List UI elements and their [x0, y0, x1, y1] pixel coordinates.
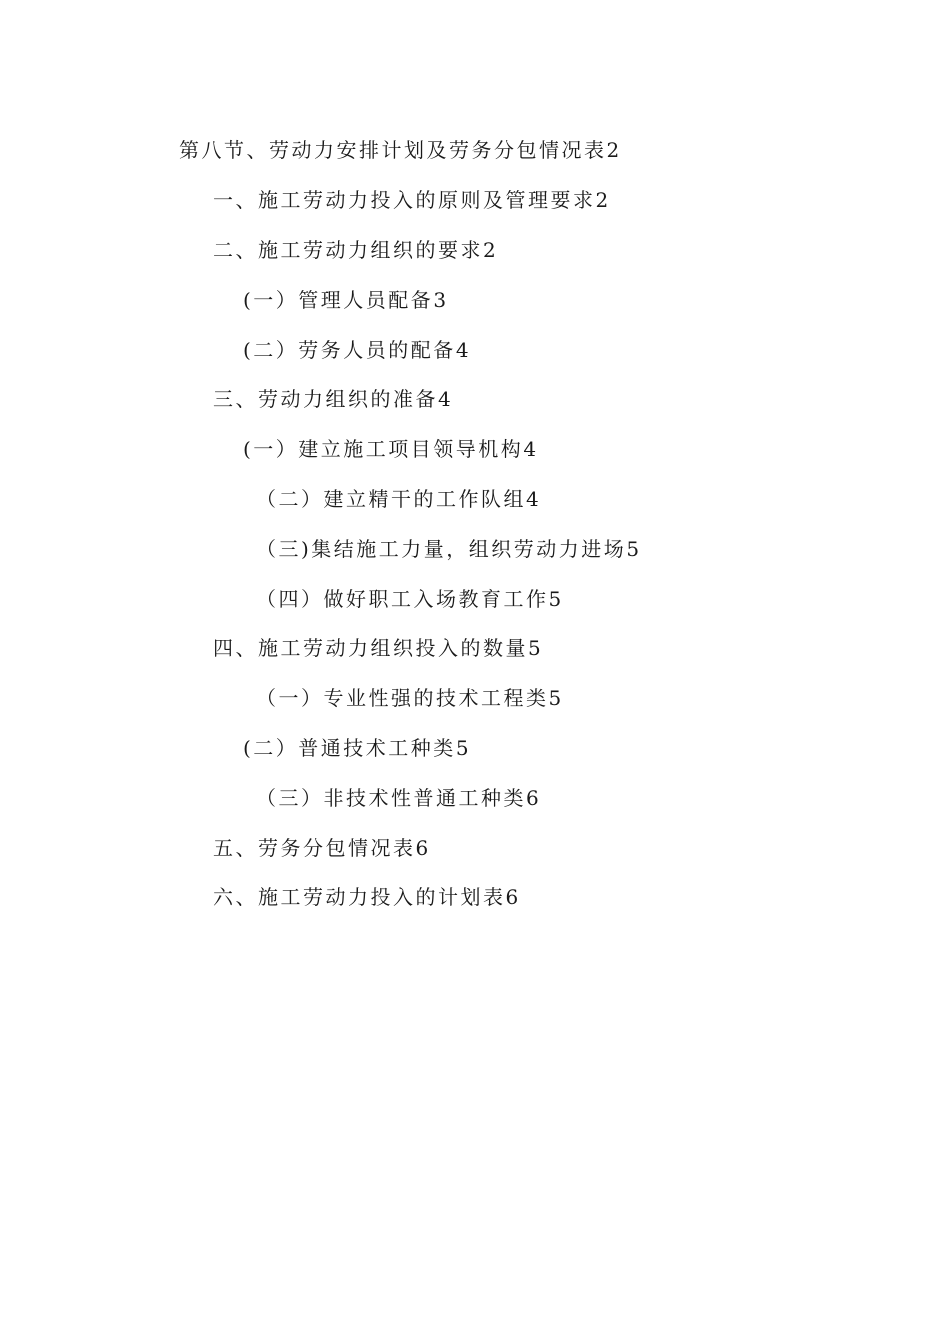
- toc-entry-title: 五、劳务分包情况表: [213, 836, 416, 860]
- toc-entry-2[interactable]: [213, 237, 496, 263]
- toc-entry-title: （三)集结施工力量，组织劳动力进场: [256, 537, 627, 561]
- toc-entry-page-number: 4: [526, 487, 539, 511]
- toc-entry-title: 二、施工劳动力组织的要求: [213, 238, 483, 262]
- toc-entry-3-4[interactable]: [256, 586, 561, 612]
- toc-entry-1[interactable]: [213, 187, 608, 213]
- toc-entry-4-2[interactable]: [243, 735, 469, 761]
- toc-entry-page-number: 5: [626, 537, 640, 561]
- toc-entry-6[interactable]: [213, 884, 518, 910]
- toc-entry-3-3[interactable]: [256, 536, 639, 562]
- toc-entry-page-number: 6: [505, 885, 519, 909]
- toc-entry-4-1[interactable]: [256, 685, 561, 711]
- toc-entry-page-number: 4: [438, 387, 451, 411]
- toc-entry-page-number: 2: [595, 188, 609, 212]
- toc-entry-page-number: 2: [606, 138, 620, 162]
- toc-entry-page-number: 5: [528, 636, 541, 660]
- toc-entry-page-number: 5: [548, 686, 562, 710]
- toc-entry-title: （三）非技术性普通工种类: [256, 786, 526, 810]
- toc-entry-title: (二）劳务人员的配备: [243, 338, 456, 362]
- toc-entry-5[interactable]: [213, 835, 428, 861]
- toc-entry-page-number: 3: [433, 288, 447, 312]
- toc-entry-title: 六、施工劳动力投入的计划表: [213, 885, 506, 909]
- toc-entry-title: (二）普通技术工种类: [243, 736, 456, 760]
- toc-entry-3[interactable]: [213, 386, 451, 412]
- toc-entry-page-number: 4: [523, 437, 537, 461]
- toc-entry-title: 第八节、劳动力安排计划及劳务分包情况表: [179, 138, 607, 162]
- toc-entry-page-number: 5: [548, 587, 562, 611]
- toc-entry-4[interactable]: [213, 635, 541, 661]
- toc-entry-3-1[interactable]: [243, 436, 536, 462]
- toc-entry-title: (一）管理人员配备: [243, 288, 434, 312]
- toc-entry-title: (一）建立施工项目领导机构: [243, 437, 524, 461]
- toc-entry-title: 三、劳动力组织的准备: [213, 387, 438, 411]
- toc-entry-page-number: 5: [455, 736, 469, 760]
- toc-entry-title: （一）专业性强的技术工程类: [256, 686, 549, 710]
- toc-entry-title: （二）建立精干的工作队组: [256, 487, 526, 511]
- toc-entry-3-2[interactable]: [256, 486, 539, 512]
- toc-entry-page-number: 6: [526, 786, 539, 810]
- toc-entry-2-1[interactable]: [243, 287, 446, 313]
- toc-entry-title: （四）做好职工入场教育工作: [256, 587, 549, 611]
- toc-entry-section-8[interactable]: [179, 137, 619, 163]
- toc-entry-title: 四、施工劳动力组织投入的数量: [213, 636, 528, 660]
- toc-entry-4-3[interactable]: [256, 785, 539, 811]
- toc-entry-title: 一、施工劳动力投入的原则及管理要求: [213, 188, 596, 212]
- toc-entry-page-number: 2: [483, 238, 496, 262]
- toc-entry-2-2[interactable]: [243, 337, 469, 363]
- toc-entry-page-number: 6: [415, 836, 429, 860]
- toc-entry-page-number: 4: [455, 338, 469, 362]
